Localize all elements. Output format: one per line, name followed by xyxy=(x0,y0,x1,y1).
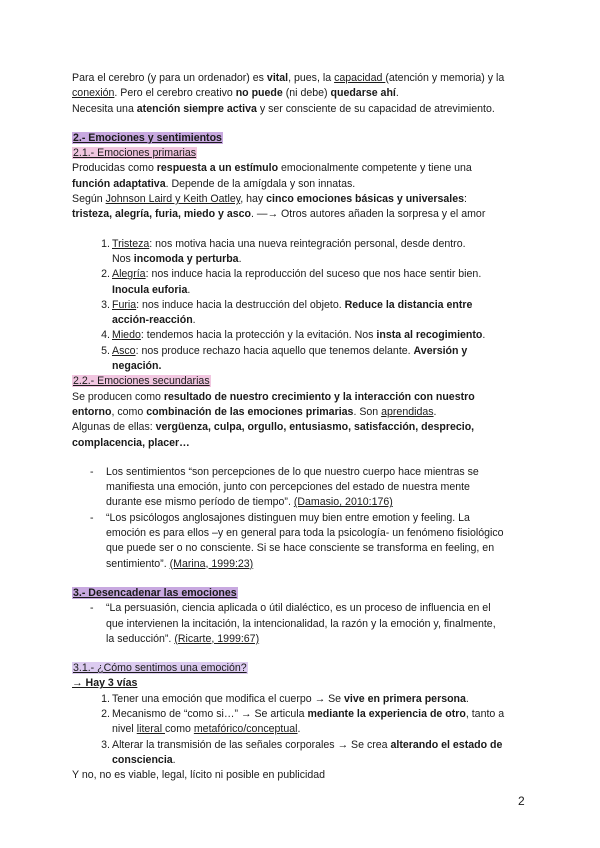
via-item: 1. Tener una emoción que modifica el cuerpo → Se vive en primera persona. xyxy=(101,692,469,705)
section-2-2-heading: 2.2.- Emociones secundarias xyxy=(73,375,210,388)
section-2-1-heading: 2.1.- Emociones primarias xyxy=(73,147,197,160)
closing-line: Y no, no es viable, legal, lícito ni posible en publicidad xyxy=(72,769,326,782)
document-page xyxy=(72,71,532,783)
s21-line-4: tristeza, alegría, furia, miedo y asco. —→ Otros autores añaden la sorpresa y el amor xyxy=(72,208,486,221)
primary-emotion-item: 3. Furia: nos induce hacia la destrucción del objeto. Reduce la distancia entre acción-reacción. xyxy=(101,298,473,327)
quote-marina: - “Los psicólogos anglosajones distinguen muy bien entre emotion y feeling. La emoción es para ellos –y en general para toda la psicología- un fenómeno fisiológico que puede ser o no consciente. Si se hace consciente se transforma en feeling, en sentimiento”. (Marina, 1999:23) xyxy=(90,511,504,570)
s22-line-1: Se producen como resultado de nuestro crecimiento y la interacción con nuestro xyxy=(72,390,475,403)
s21-line-1: Producidas como respuesta a un estímulo emocionalmente competente y tiene una xyxy=(72,162,472,175)
intro-line-3: Necesita una atención siempre activa y ser consciente de su capacidad de atrevimiento. xyxy=(72,102,495,115)
primary-emotion-item: 4. Miedo: tendemos hacia la protección y la evitación. Nos insta al recogimiento. xyxy=(101,329,486,342)
s22-line-3: Algunas de ellas: vergüenza, culpa, orgullo, entusiasmo, satisfacción, desprecio, xyxy=(72,421,475,434)
section-3-heading: 3.- Desencadenar las emociones xyxy=(73,586,237,599)
s21-line-3: Según Johnson Laird y Keith Oatley, hay cinco emociones básicas y universales: xyxy=(72,193,467,206)
via-item: 3. Alterar la transmisión de las señales corporales → Se crea alterando el estado de consciencia. xyxy=(101,738,503,766)
vias-heading: → Hay 3 vías xyxy=(72,677,138,690)
page-number: 2 xyxy=(518,794,525,808)
quote-ricarte: - “La persuasión, ciencia aplicada o útil dialéctico, es un proceso de influencia en el que intervienen la incitación, la intencionalidad, la razón y la emoción y, finalmente, la seducción”. (Ricarte, 1999:67) xyxy=(90,602,496,645)
primary-emotion-item: 5. Asco: nos produce rechazo hacia aquello que tenemos delante. Aversión y negación. xyxy=(101,344,468,373)
quote-damasio: - Los sentimientos “son percepciones de lo que nuestro cuerpo hace mientras se manifiesta una emoción, junto con percepciones del estado de nuestra mente durante ese mismo período de tiempo”. (Damasio, 2010:176) xyxy=(90,465,479,509)
section-2-heading: 2.- Emociones y sentimientos xyxy=(73,131,222,144)
intro-line-1: Para el cerebro (y para un ordenador) es vital, pues, la capacidad (atención y memoria) y la xyxy=(72,72,505,84)
primary-emotion-item: 2. Alegría: nos induce hacia la reproducción del suceso que nos hace sentir bien. Inocula euforia. xyxy=(101,268,482,296)
section-3-1-heading: 3.1.- ¿Cómo sentimos una emoción? xyxy=(73,662,247,675)
via-item: 2. Mecanismo de “como si…” → Se articula mediante la experiencia de otro, tanto a nivel literal como metafórico/conceptual. xyxy=(101,707,505,736)
s22-line-4: complacencia, placer… xyxy=(72,436,190,449)
s21-line-2: función adaptativa. Depende de la amígdala y son innatas. xyxy=(72,177,356,190)
s22-line-2: entorno, como combinación de las emociones primarias. Son aprendidas. xyxy=(72,405,437,418)
intro-line-2: conexión. Pero el cerebro creativo no puede (ni debe) quedarse ahí. xyxy=(72,87,399,100)
primary-emotion-item: 1. Tristeza: nos motiva hacia una nueva reintegración personal, desde dentro. Nos incomoda y perturba. xyxy=(101,237,466,265)
